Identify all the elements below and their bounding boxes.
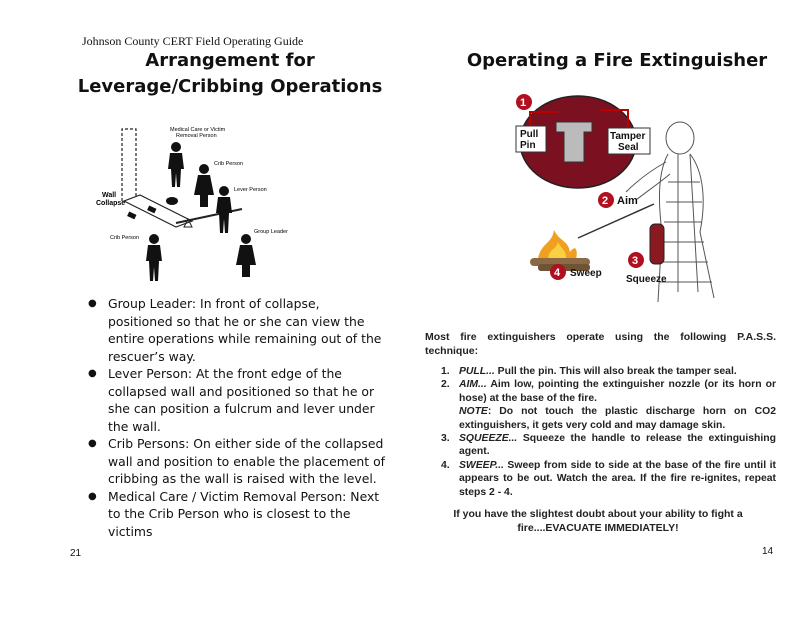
step-text: Squeeze the handle to release the extinguishing agent. [459,433,776,458]
label-medical: Medical Care or Victim [170,127,226,133]
step-term: SWEEP... [459,459,504,471]
badge-1: 1 [520,97,527,109]
page-number: 21 [70,548,82,559]
right-page-title: Operating a Fire Extinguisher [466,50,768,71]
step-number: 2. [441,379,450,391]
label-crib-bottom: Crib Person [110,235,140,241]
note-label: NOTE [459,406,488,418]
label-group-leader: Group Leader [254,229,288,235]
label-collapse: Collapse [96,200,126,207]
lever-bar [176,209,242,223]
step-number: 3. [441,433,450,445]
list-item [441,432,776,459]
pass-illustration [508,92,744,314]
step-term: SQUEEZE... [459,433,518,445]
person-lever-figure [216,186,232,233]
step-term: AIM... [459,379,487,391]
list-item: ● Crib Persons: On either side of the collapsed wall and position to enable the placement of cribbing as the wall is raised with the level. [88,435,388,488]
step-number: 4. [441,459,450,471]
label-pin: Pin [520,140,536,151]
note-text: : Do not touch the plastic discharge horn on CO2 extinguishers, it gets very cold and may damage skin. [459,406,776,431]
list-item [441,378,776,432]
left-page-title: Arrangement for Leverage/Cribbing Operations [77,50,383,97]
label-tamper: Tamper [610,131,646,142]
page-number: 14 [762,546,774,557]
label-lever: Lever Person [234,187,267,193]
extinguisher-hose [578,204,654,238]
label-medical-2: Removal Person [176,133,217,139]
pass-intro: Most fire extinguishers operate using the following P.A.S.S. technique: [425,331,776,357]
step-text: Aim low, pointing the extinguisher nozzle (or its horn or hose) at the base of the fire. [459,379,776,404]
person-group-leader-figure [236,234,256,277]
label-seal: Seal [618,142,639,153]
person-medical-figure [168,142,184,187]
fire-icon [538,230,577,260]
extinguisher-cylinder [650,224,664,264]
list-item: ● Medical Care / Victim Removal Person: Next to the Crib Person who is closest to the victims [88,488,388,541]
label-crib-top: Crib Person [214,161,244,167]
label-sweep: Sweep [570,268,602,279]
list-item: ● Group Leader: In front of collapse, positioned so that he or she can view the entire operations while remaining out of the rescuer’s way. [88,295,388,365]
list-item: ● Lever Person: At the front edge of the collapsed wall and positioned so that he or she can position a fulcrum and lever under the wall. [88,365,388,435]
label-pull: Pull [520,129,539,140]
label-wall: Wall [102,192,117,199]
label-aim: Aim [617,195,638,207]
victim-figure [166,197,178,205]
step-term: PULL... [459,366,495,377]
badge-3: 3 [632,255,639,267]
wall-outline [122,129,136,201]
person-crib-top-figure [194,164,214,207]
step-note [459,405,776,432]
step-text: Sweep from side to side at the base of the fire until it appears to be out. Watch the area. If the fire re-ignites, repeat steps 2 - 4. [459,459,776,498]
roles-list [88,295,388,540]
label-squeeze: Squeeze [626,274,667,285]
list-item [441,459,776,499]
evacuate-warning: If you have the slightest doubt about your ability to fight a fire....EVACUATE IMMEDIATELY! [453,508,743,534]
cribbing-diagram [92,117,374,287]
pass-steps [441,365,776,499]
step-text: Pull the pin. This will also break the tamper seal. [494,366,737,377]
crib-block [127,211,136,219]
person-crib-bottom-figure [146,234,162,281]
running-header: Johnson County CERT Field Operating Guide [82,34,304,48]
badge-2: 2 [602,195,609,207]
step-number: 1. [441,366,450,377]
list-item [441,365,776,378]
badge-4: 4 [554,267,561,279]
